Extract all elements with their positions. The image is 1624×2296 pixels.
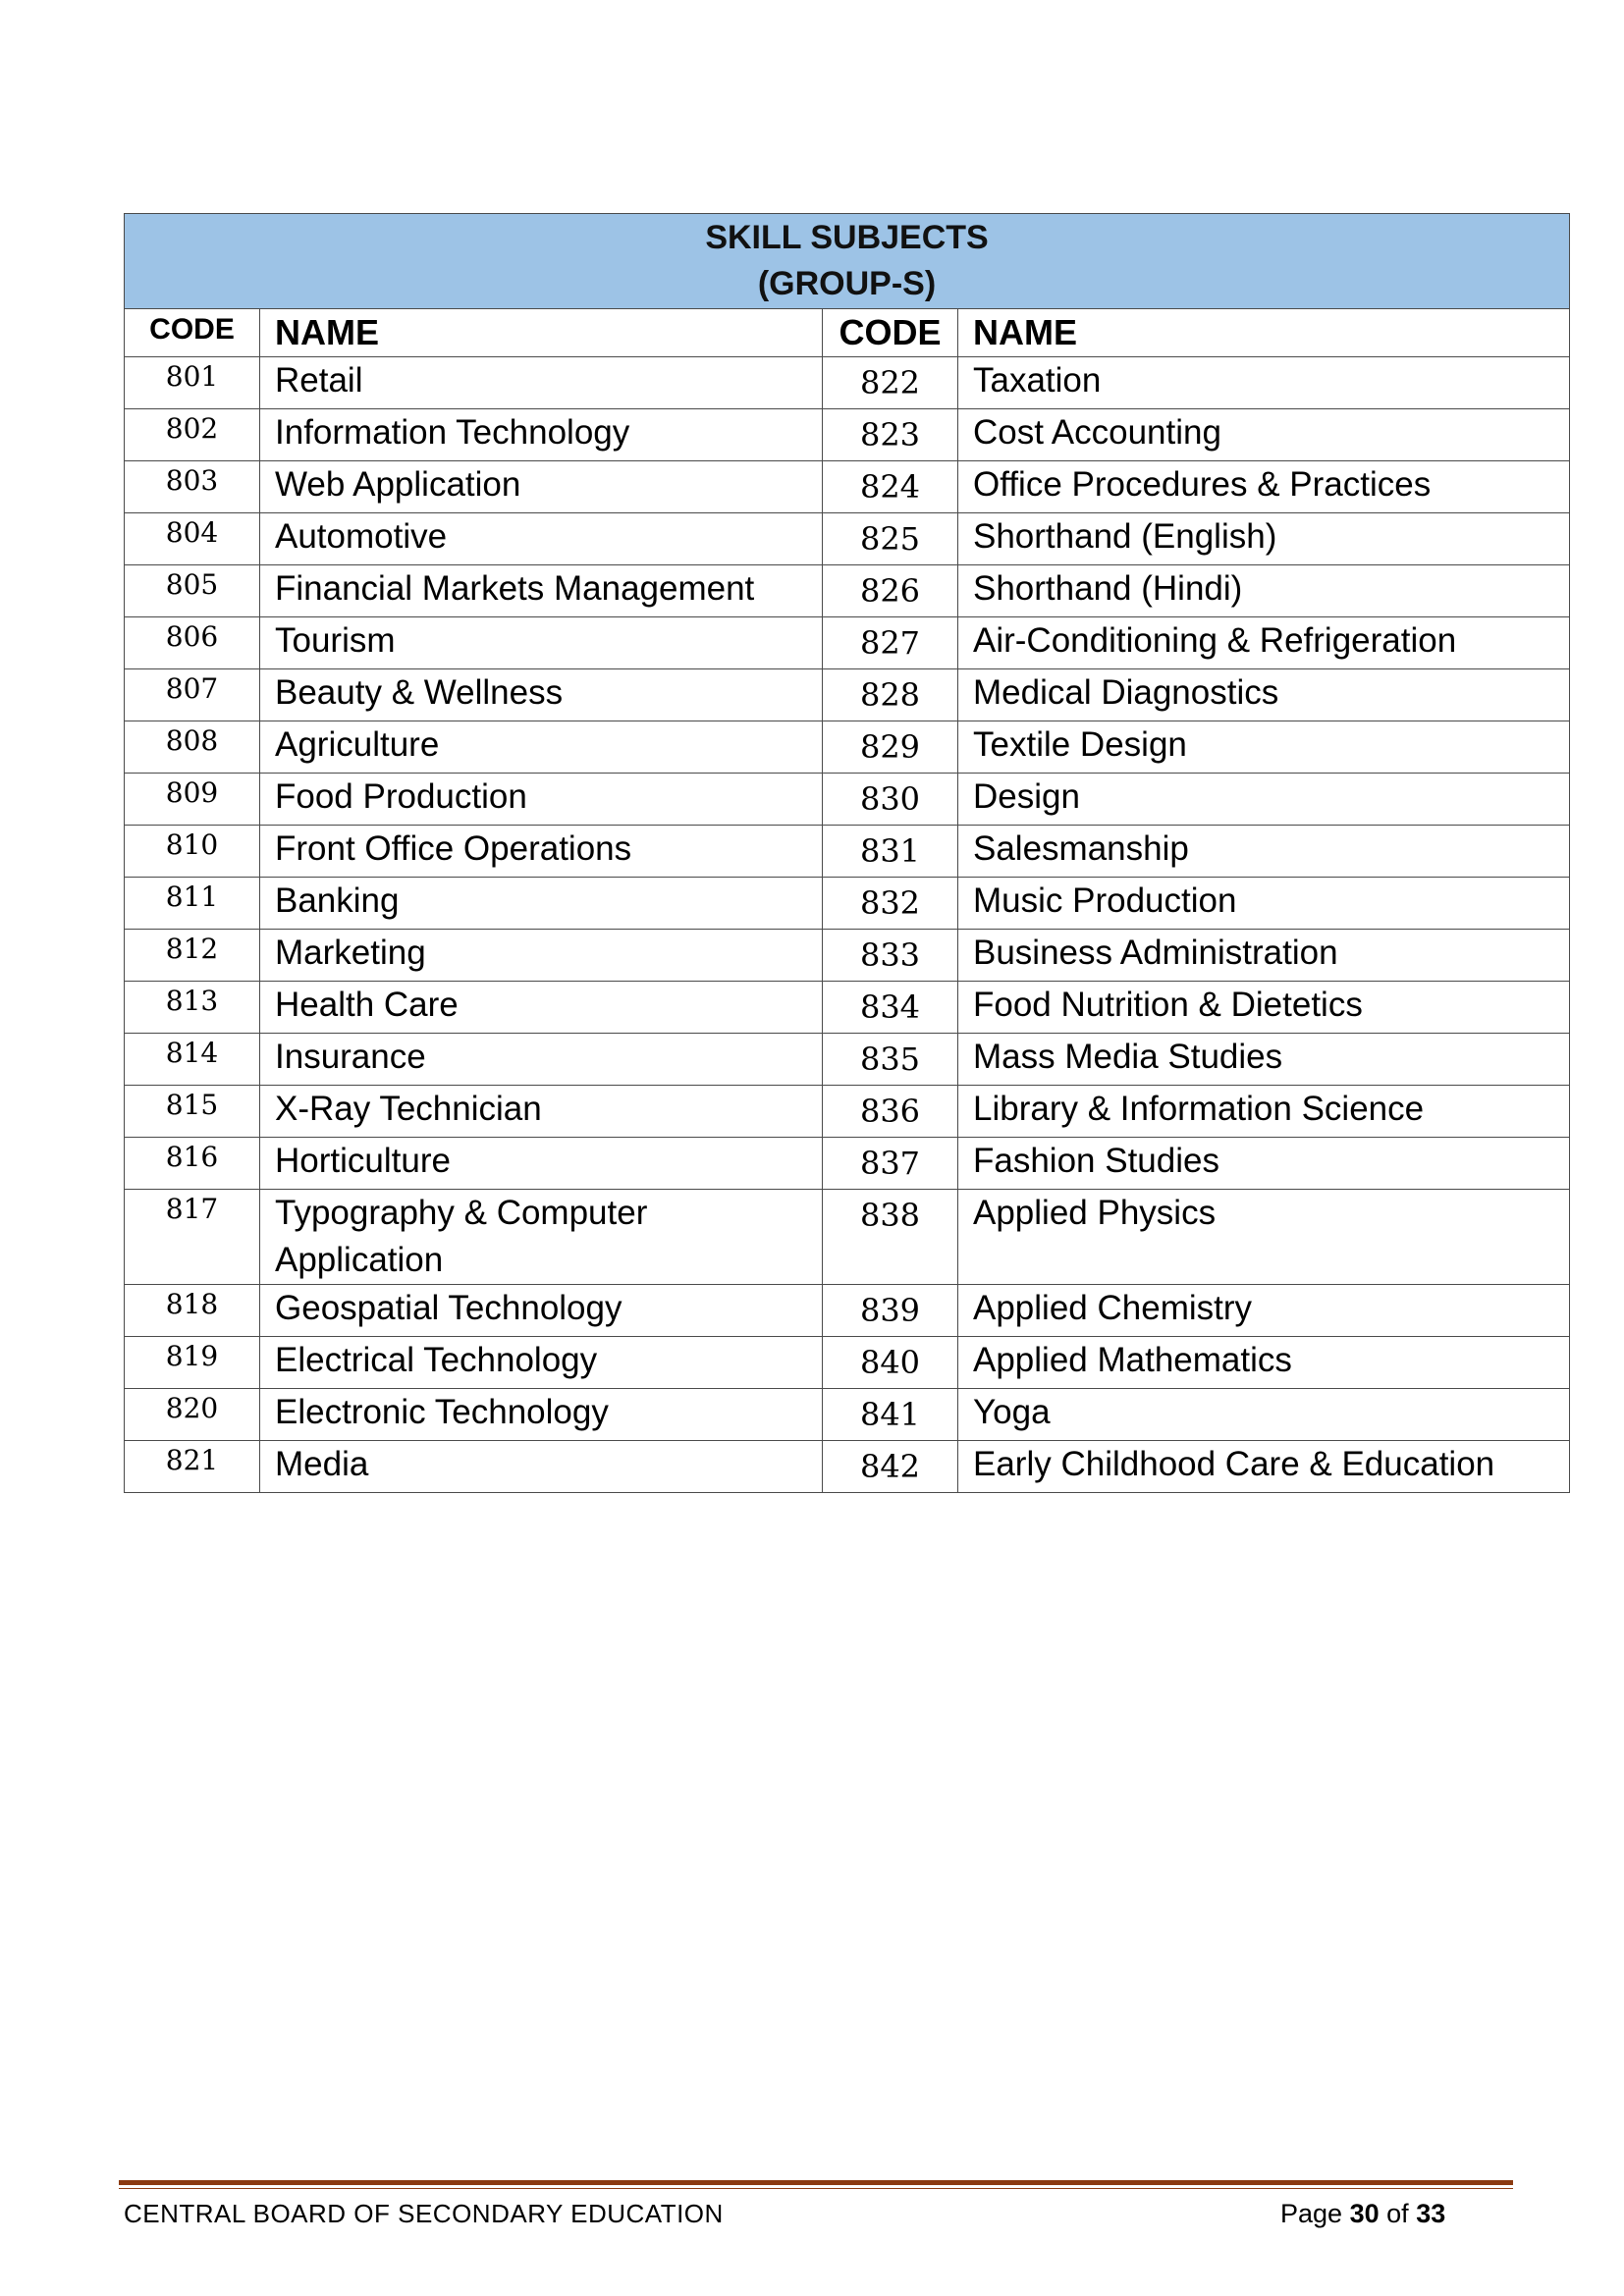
code-right-cell: 825 xyxy=(823,513,958,565)
table-row xyxy=(125,669,1570,721)
table-row xyxy=(125,357,1570,409)
table-row xyxy=(125,982,1570,1034)
code-right-cell: 829 xyxy=(823,721,958,774)
table-row xyxy=(125,461,1570,513)
footer-page-number xyxy=(1280,2199,1445,2229)
code-left-cell: 807 xyxy=(125,669,260,721)
code-right-cell: 823 xyxy=(823,409,958,461)
code-left-cell: 808 xyxy=(125,721,260,774)
name-right-cell: Applied Physics xyxy=(958,1190,1570,1285)
header-code-right: CODE xyxy=(823,309,958,357)
name-left-cell: Food Production xyxy=(260,774,823,826)
name-right-cell: Medical Diagnostics xyxy=(958,669,1570,721)
code-right-cell: 827 xyxy=(823,617,958,669)
code-left-cell: 809 xyxy=(125,774,260,826)
name-right-cell: Library & Information Science xyxy=(958,1086,1570,1138)
table-row xyxy=(125,1190,1570,1285)
table-row xyxy=(125,1138,1570,1190)
header-code-left: CODE xyxy=(125,309,260,357)
name-left-cell: Web Application xyxy=(260,461,823,513)
table-row xyxy=(125,774,1570,826)
footer-rule-thick xyxy=(119,2180,1513,2185)
code-right-cell: 830 xyxy=(823,774,958,826)
code-right-cell: 831 xyxy=(823,826,958,878)
code-right-cell: 828 xyxy=(823,669,958,721)
name-left-cell: Typography & Computer Application xyxy=(260,1190,823,1285)
table-row xyxy=(125,721,1570,774)
code-left-cell: 812 xyxy=(125,930,260,982)
table-row xyxy=(125,513,1570,565)
table-row xyxy=(125,1086,1570,1138)
table-row xyxy=(125,409,1570,461)
code-left-cell: 810 xyxy=(125,826,260,878)
name-left-cell: Tourism xyxy=(260,617,823,669)
code-left-cell: 820 xyxy=(125,1389,260,1441)
header-name-right: NAME xyxy=(958,309,1570,357)
footer-organization: CENTRAL BOARD OF SECONDARY EDUCATION xyxy=(124,2199,724,2228)
code-left-cell: 817 xyxy=(125,1190,260,1285)
table-row xyxy=(125,1441,1570,1493)
code-right-cell: 822 xyxy=(823,357,958,409)
name-left-cell: Electrical Technology xyxy=(260,1337,823,1389)
code-right-cell: 836 xyxy=(823,1086,958,1138)
code-right-cell: 840 xyxy=(823,1337,958,1389)
table-row xyxy=(125,930,1570,982)
name-left-cell: Media xyxy=(260,1441,823,1493)
table-row xyxy=(125,565,1570,617)
code-right-cell: 824 xyxy=(823,461,958,513)
table-row xyxy=(125,1389,1570,1441)
footer-page-total: 33 xyxy=(1416,2199,1446,2228)
name-left-cell: Financial Markets Management xyxy=(260,565,823,617)
name-left-cell: X-Ray Technician xyxy=(260,1086,823,1138)
code-left-cell: 821 xyxy=(125,1441,260,1493)
table-title-line2: (GROUP-S) xyxy=(757,265,937,302)
name-left-cell: Marketing xyxy=(260,930,823,982)
table-row xyxy=(125,1034,1570,1086)
code-left-cell: 818 xyxy=(125,1285,260,1337)
name-left-cell: Electronic Technology xyxy=(260,1389,823,1441)
name-right-cell: Air-Conditioning & Refrigeration xyxy=(958,617,1570,669)
name-right-cell: Shorthand (English) xyxy=(958,513,1570,565)
name-right-cell: Shorthand (Hindi) xyxy=(958,565,1570,617)
code-right-cell: 839 xyxy=(823,1285,958,1337)
footer-page-word: Page xyxy=(1280,2199,1343,2228)
code-left-cell: 801 xyxy=(125,357,260,409)
code-left-cell: 813 xyxy=(125,982,260,1034)
table-title-line1: SKILL SUBJECTS xyxy=(705,219,989,256)
code-left-cell: 816 xyxy=(125,1138,260,1190)
name-left-cell: Front Office Operations xyxy=(260,826,823,878)
name-right-cell: Food Nutrition & Dietetics xyxy=(958,982,1570,1034)
code-left-cell: 815 xyxy=(125,1086,260,1138)
code-left-cell: 806 xyxy=(125,617,260,669)
table-row xyxy=(125,1285,1570,1337)
code-left-cell: 803 xyxy=(125,461,260,513)
code-right-cell: 834 xyxy=(823,982,958,1034)
name-left-cell: Health Care xyxy=(260,982,823,1034)
name-left-cell: Retail xyxy=(260,357,823,409)
name-right-cell: Applied Chemistry xyxy=(958,1285,1570,1337)
code-right-cell: 832 xyxy=(823,878,958,930)
name-right-cell: Business Administration xyxy=(958,930,1570,982)
name-left-cell: Automotive xyxy=(260,513,823,565)
name-right-cell: Music Production xyxy=(958,878,1570,930)
skill-subjects-table xyxy=(124,213,1570,1493)
name-right-cell: Design xyxy=(958,774,1570,826)
table-row xyxy=(125,1337,1570,1389)
name-right-cell: Textile Design xyxy=(958,721,1570,774)
footer-page-current: 30 xyxy=(1349,2199,1380,2228)
footer-page-of: of xyxy=(1386,2199,1409,2228)
footer-rule-thin xyxy=(119,2188,1513,2189)
name-left-cell: Insurance xyxy=(260,1034,823,1086)
name-right-cell: Taxation xyxy=(958,357,1570,409)
name-left-cell: Geospatial Technology xyxy=(260,1285,823,1337)
name-left-cell: Banking xyxy=(260,878,823,930)
code-left-cell: 804 xyxy=(125,513,260,565)
code-right-cell: 833 xyxy=(823,930,958,982)
code-right-cell: 842 xyxy=(823,1441,958,1493)
table-row xyxy=(125,617,1570,669)
code-left-cell: 819 xyxy=(125,1337,260,1389)
table-row xyxy=(125,878,1570,930)
name-left-cell: Horticulture xyxy=(260,1138,823,1190)
name-left-cell: Information Technology xyxy=(260,409,823,461)
code-left-cell: 811 xyxy=(125,878,260,930)
code-right-cell: 841 xyxy=(823,1389,958,1441)
name-right-cell: Applied Mathematics xyxy=(958,1337,1570,1389)
table-title xyxy=(125,214,1570,309)
code-left-cell: 805 xyxy=(125,565,260,617)
code-left-cell: 802 xyxy=(125,409,260,461)
code-left-cell: 814 xyxy=(125,1034,260,1086)
code-right-cell: 837 xyxy=(823,1138,958,1190)
name-right-cell: Cost Accounting xyxy=(958,409,1570,461)
code-right-cell: 835 xyxy=(823,1034,958,1086)
header-name-left: NAME xyxy=(260,309,823,357)
code-right-cell: 838 xyxy=(823,1190,958,1285)
name-right-cell: Mass Media Studies xyxy=(958,1034,1570,1086)
table-row xyxy=(125,826,1570,878)
table-header-row xyxy=(125,309,1570,357)
name-right-cell: Early Childhood Care & Education xyxy=(958,1441,1570,1493)
name-left-cell: Agriculture xyxy=(260,721,823,774)
name-left-cell: Beauty & Wellness xyxy=(260,669,823,721)
name-right-cell: Office Procedures & Practices xyxy=(958,461,1570,513)
code-right-cell: 826 xyxy=(823,565,958,617)
name-right-cell: Yoga xyxy=(958,1389,1570,1441)
name-right-cell: Fashion Studies xyxy=(958,1138,1570,1190)
name-right-cell: Salesmanship xyxy=(958,826,1570,878)
